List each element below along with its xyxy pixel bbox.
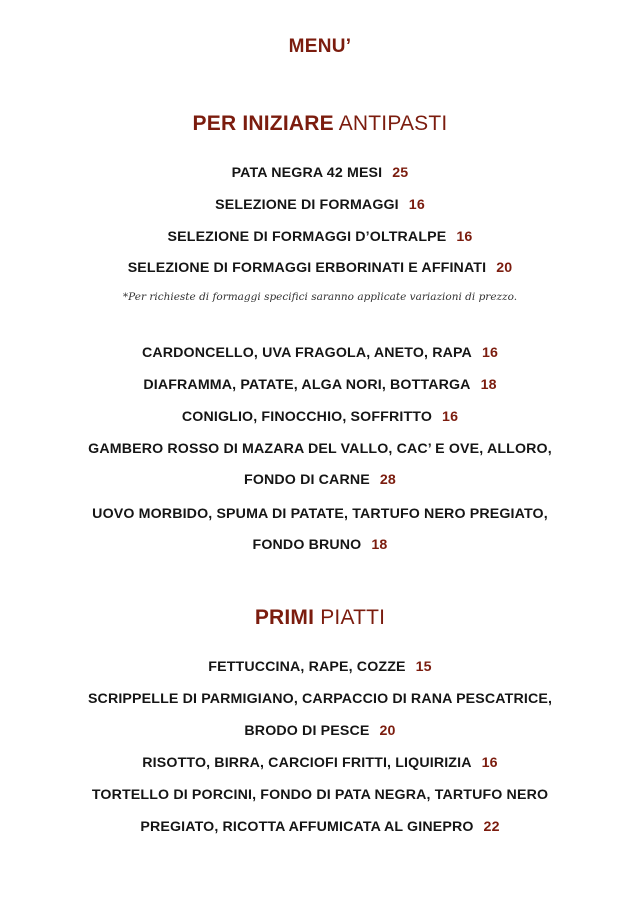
menu-item-line1: GAMBERO ROSSO DI MAZARA DEL VALLO, CAC’ E OVE, ALLORO, xyxy=(88,441,552,457)
menu-item xyxy=(0,197,640,213)
item-price: 16 xyxy=(408,197,425,213)
item-price: 16 xyxy=(481,345,499,361)
item-name: BRODO DI PESCE xyxy=(244,723,370,739)
section-title-bold: PER INIZIARE xyxy=(192,112,334,135)
menu-item-line1: UOVO MORBIDO, SPUMA DI PATATE, TARTUFO NERO PREGIATO, xyxy=(92,506,548,522)
menu-item xyxy=(0,723,640,739)
menu-item xyxy=(0,345,640,361)
item-name: SELEZIONE DI FORMAGGI xyxy=(215,197,399,213)
section-title-normal: PIATTI xyxy=(320,606,386,629)
item-price: 22 xyxy=(483,819,500,835)
item-name: SELEZIONE DI FORMAGGI D’OLTRALPE xyxy=(167,229,447,245)
menu-item xyxy=(0,165,640,181)
item-name: RISOTTO, BIRRA, CARCIOFI FRITTI, LIQUIRIZIA xyxy=(142,755,472,771)
item-price: 18 xyxy=(480,377,497,393)
item-price: 25 xyxy=(392,165,409,181)
menu-item xyxy=(0,472,640,488)
menu-item xyxy=(0,229,640,245)
item-name: PREGIATO, RICOTTA AFFUMICATA AL GINEPRO xyxy=(140,819,474,835)
menu-item xyxy=(0,819,640,835)
item-name: FONDO BRUNO xyxy=(252,537,362,553)
menu-item xyxy=(0,377,640,393)
price-note: *Per richieste di formaggi specifici saranno applicate variazioni di prezzo. xyxy=(122,291,518,303)
section-title-normal: ANTIPASTI xyxy=(338,112,448,135)
menu-item-line1: SCRIPPELLE DI PARMIGIANO, CARPACCIO DI RANA PESCATRICE, xyxy=(87,691,553,707)
menu-item xyxy=(0,537,640,553)
item-price: 16 xyxy=(481,755,498,771)
item-name: CONIGLIO, FINOCCHIO, SOFFRITTO xyxy=(181,409,433,425)
section-title-primi xyxy=(0,606,640,630)
item-name: FONDO DI CARNE xyxy=(244,472,370,488)
menu-item-line1: TORTELLO DI PORCINI, FONDO DI PATA NEGRA, TARTUFO NERO xyxy=(91,787,549,803)
section-title-antipasti xyxy=(0,112,640,136)
item-name: SELEZIONE DI FORMAGGI ERBORINATI E AFFINATI xyxy=(127,260,487,276)
menu-item xyxy=(0,659,640,675)
item-price: 28 xyxy=(379,472,396,488)
menu-item xyxy=(0,260,640,276)
item-name: PATA NEGRA 42 MESI xyxy=(231,165,383,181)
item-price: 18 xyxy=(371,537,388,553)
item-price: 20 xyxy=(379,723,396,739)
menu-title: MENU’ xyxy=(288,36,352,57)
menu-item xyxy=(0,409,640,425)
item-name: DIAFRAMMA, PATATE, ALGA NORI, BOTTARGA xyxy=(143,377,471,393)
item-price: 20 xyxy=(496,260,513,276)
item-name: CARDONCELLO, UVA FRAGOLA, ANETO, RAPA xyxy=(141,345,472,361)
item-price: 15 xyxy=(415,659,432,675)
item-name: FETTUCCINA, RAPE, COZZE xyxy=(208,659,406,675)
section-title-bold: PRIMI xyxy=(254,606,315,629)
item-price: 16 xyxy=(456,229,473,245)
item-price: 16 xyxy=(442,409,459,425)
menu-item xyxy=(0,755,640,771)
